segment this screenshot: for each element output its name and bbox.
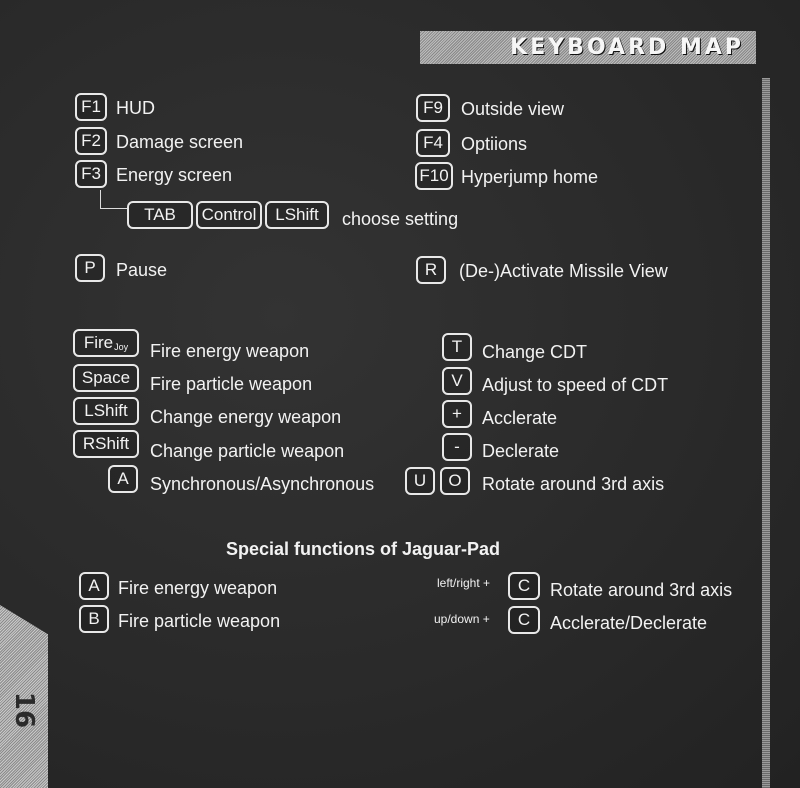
prefix-left-right: left/right + [437,576,491,590]
label-fire-particle-weapon: Fire particle weapon [150,374,313,394]
special-functions-title: Special functions of Jaguar-Pad [226,539,501,559]
page-number: 16 [9,691,39,729]
key-tab: TAB [127,201,193,229]
label-change-energy-weapon: Change energy weapon [150,407,342,427]
label-declerate: Declerate [482,441,560,461]
label-pad-fire-particle: Fire particle weapon [118,611,281,631]
label-energy-screen: Energy screen [116,165,233,185]
label-adjust-speed-cdt: Adjust to speed of CDT [482,375,669,395]
label-rotate-3rd-axis: Rotate around 3rd axis [482,474,665,494]
key-v: V [442,367,472,395]
label-sync-async: Synchronous/Asynchronous [150,474,375,494]
label-options: Optiions [461,134,528,154]
page-title: KEYBOARD MAP [510,35,744,60]
key-fire-joy [73,329,139,357]
key-plus: + [442,400,472,428]
key-lshift: LShift [265,201,329,229]
key-fire-text: Fire [83,333,114,352]
label-hyperjump-home: Hyperjump home [461,167,599,187]
key-p: P [75,254,105,282]
title-bar [420,31,756,64]
label-fire-energy-weapon: Fire energy weapon [150,341,310,361]
label-acclerate: Acclerate [482,408,558,428]
label-pad-rotate: Rotate around 3rd axis [550,580,733,600]
pad-key-b: B [79,605,109,633]
key-f3: F3 [75,160,107,188]
key-u: U [405,467,435,495]
pad-key-c-2: C [508,606,540,634]
label-pause: Pause [116,260,168,280]
key-f9: F9 [416,94,450,122]
key-t: T [442,333,472,361]
pad-key-a: A [79,572,109,600]
label-change-particle-weapon: Change particle weapon [150,441,345,461]
label-pad-fire-energy: Fire energy weapon [118,578,278,598]
key-a: A [108,465,138,493]
pad-key-c-1: C [508,572,540,600]
key-r: R [416,256,446,284]
key-o: O [440,467,470,495]
key-f1: F1 [75,93,107,121]
prefix-up-down: up/down + [434,612,490,626]
label-hud: HUD [116,98,155,118]
key-f2: F2 [75,127,107,155]
key-f4: F4 [416,129,450,157]
label-missile-view: (De-)Activate Missile View [459,261,668,281]
key-minus: - [442,433,472,461]
connector-bracket [100,190,129,209]
key-lshift-2: LShift [73,397,139,425]
key-f10: F10 [415,162,453,190]
key-fire-subscript: Joy [114,342,129,352]
key-control: Control [196,201,262,229]
label-pad-acclerate-declerate: Acclerate/Declerate [550,613,708,633]
key-rshift: RShift [73,430,139,458]
label-choose-setting: choose setting [342,209,459,229]
label-outside-view: Outside view [461,99,565,119]
right-decorative-strip [762,78,770,788]
label-damage-screen: Damage screen [116,132,244,152]
key-space: Space [73,364,139,392]
label-change-cdt: Change CDT [482,342,588,362]
